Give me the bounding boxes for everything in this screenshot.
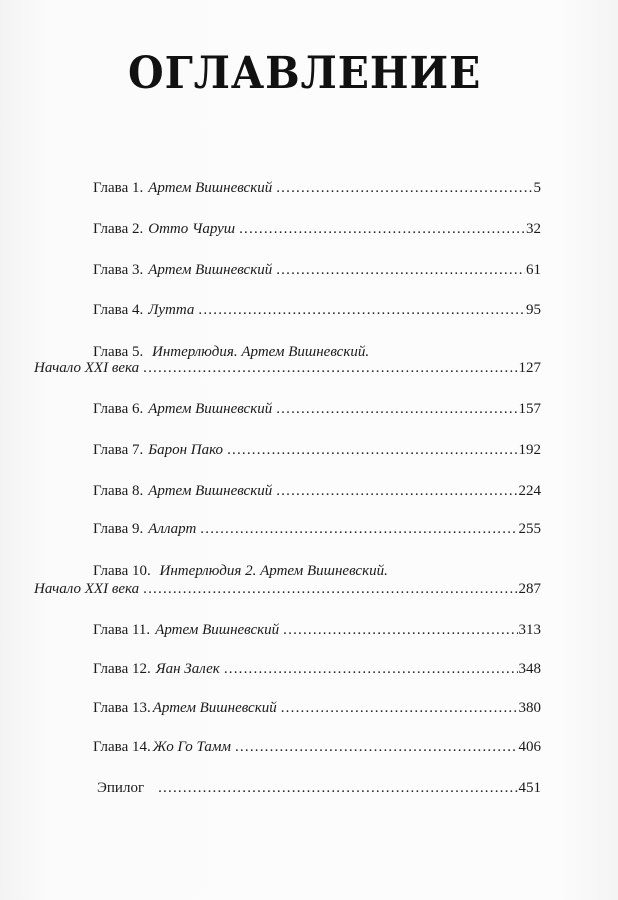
- toc-entry-name: Интерлюдия 2. Артем Вишневский.: [159, 563, 388, 579]
- toc-entry: [93, 301, 541, 319]
- toc-leader-dots: [276, 179, 532, 197]
- toc-entry: [93, 482, 541, 500]
- toc-entry: [93, 400, 541, 418]
- toc-leader-dots: [235, 738, 518, 756]
- toc-entry: [93, 699, 541, 717]
- toc-entry-page: 313: [518, 622, 541, 638]
- toc-entry-name: Артем Вишневский: [148, 401, 273, 417]
- toc-entry-label: Глава 13.: [93, 700, 151, 716]
- toc-entry-page: 95: [526, 302, 541, 318]
- toc-entry-name: Интерлюдия. Артем Вишневский.: [151, 344, 370, 360]
- toc-entry-page: 127: [518, 360, 541, 376]
- toc-entry: [93, 179, 541, 197]
- toc-entry-name: Отто Чаруш: [148, 221, 236, 237]
- toc-entry-name: Артем Вишневский: [155, 622, 280, 638]
- toc-entry-page: 348: [518, 661, 541, 677]
- toc-entry: [93, 220, 541, 238]
- toc-entry: [93, 621, 541, 639]
- toc-leader-dots: [239, 220, 525, 238]
- toc-leader-dots: [143, 359, 517, 377]
- toc-entry-page: 32: [526, 221, 541, 237]
- toc-entry-label: Глава 3.: [93, 262, 144, 278]
- toc-entry: [34, 359, 541, 377]
- toc-entry: [93, 441, 541, 459]
- toc-entry-label: Глава 1.: [93, 180, 144, 196]
- toc-entry-name: Артем Вишневский: [148, 262, 273, 278]
- toc-leader-dots: [158, 779, 517, 797]
- toc-leader-dots: [276, 400, 517, 418]
- toc-entry-page: 5: [533, 180, 541, 196]
- toc-entry-page: 406: [518, 739, 541, 755]
- toc-entry-page: 192: [518, 442, 541, 458]
- toc-entry-label: Глава 14.: [93, 739, 151, 755]
- toc-entry-continuation: Начало XXI века: [34, 581, 140, 597]
- toc-leader-dots: [200, 520, 517, 538]
- toc-entry-page: 287: [518, 581, 541, 597]
- toc-leader-dots: [224, 660, 518, 678]
- toc-entry: [93, 738, 541, 756]
- toc-entry-name: Яан Залек: [155, 661, 220, 677]
- toc-entry-name: Жо Го Тамм: [152, 739, 231, 755]
- toc-entry-name: Артем Вишневский: [148, 180, 273, 196]
- toc-entry-label: Глава 11.: [93, 622, 151, 638]
- toc-entry-name: Артем Вишневский: [148, 483, 273, 499]
- toc-entry-label: Глава 5.: [93, 344, 144, 360]
- toc-leader-dots: [276, 261, 525, 279]
- toc-entry-label: Глава 2.: [93, 221, 144, 237]
- toc-entry-name: Барон Пако: [148, 442, 224, 458]
- toc-entry-page: 157: [518, 401, 541, 417]
- toc-leader-dots: [276, 482, 517, 500]
- toc-entry-label: Глава 4.: [93, 302, 144, 318]
- toc-entry-label: Эпилог: [97, 780, 145, 796]
- toc-entry-page: 61: [526, 262, 541, 278]
- toc-entry-label: Глава 8.: [93, 483, 144, 499]
- toc-leader-dots: [281, 699, 518, 717]
- toc-entry-name: Лутта: [148, 302, 195, 318]
- toc-entry: [97, 779, 541, 797]
- toc-entry-label: Глава 12.: [93, 661, 151, 677]
- toc-entry: [34, 580, 541, 598]
- toc-entry-first-line: [93, 562, 388, 580]
- toc-leader-dots: [198, 301, 525, 319]
- toc-leader-dots: [283, 621, 517, 639]
- toc-entry-label: Глава 7.: [93, 442, 144, 458]
- toc-entry-page: 255: [518, 521, 541, 537]
- toc-entry-name: Алларт: [148, 521, 197, 537]
- toc-entry-label: Глава 6.: [93, 401, 144, 417]
- toc-entry-page: 380: [518, 700, 541, 716]
- toc-entry-name: Артем Вишневский: [152, 700, 277, 716]
- toc-entry: [93, 660, 541, 678]
- toc-leader-dots: [227, 441, 517, 459]
- page-title: ОГЛАВЛЕНИЕ: [128, 48, 482, 99]
- toc-entry-label: Глава 9.: [93, 521, 144, 537]
- toc-entry-continuation: Начало XXI века: [34, 360, 140, 376]
- toc-entry-page: 451: [518, 780, 541, 796]
- toc-entry-label: Глава 10.: [93, 563, 151, 579]
- toc-entry: [93, 261, 541, 279]
- toc-leader-dots: [143, 580, 517, 598]
- toc-entry: [93, 520, 541, 538]
- toc-entry-page: 224: [518, 483, 541, 499]
